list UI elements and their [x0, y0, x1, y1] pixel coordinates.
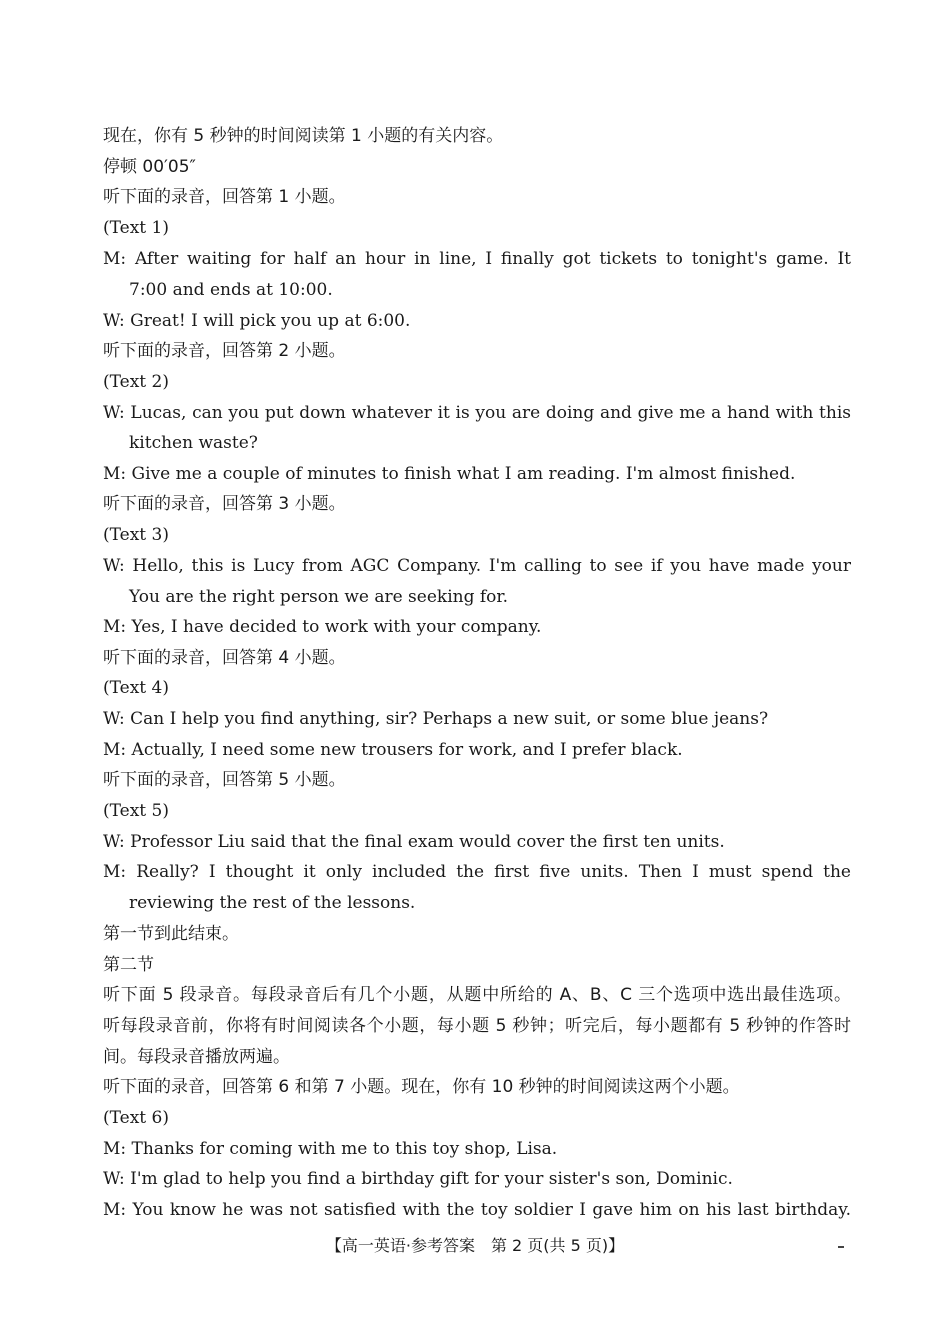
page-footer: 【高一英语·参考答案 第 2 页(共 5 页)】 [325, 1236, 625, 1255]
instruction-line: 听每段录音前，你将有时间阅读各个小题，每小题 5 秒钟；听完后，每小题都有 5 秒钟的作答时 [103, 1016, 851, 1036]
instruction-line: 听下面的录音，回答第 1 小题。 [103, 187, 346, 207]
instruction-line: 听下面的录音，回答第 2 小题。 [103, 341, 346, 361]
section-heading: 第二节 [103, 955, 154, 975]
dialogue-line: M: Give me a couple of minutes to finish what I am reading. I'm almost finished. [103, 464, 796, 484]
section-end-line: 第一节到此结束。 [103, 924, 239, 944]
dialogue-line: W: I'm glad to help you find a birthday gift for your sister's son, Dominic. [103, 1169, 733, 1189]
dialogue-line: W: Hello, this is Lucy from AGC Company. I'm calling to see if you have made your [103, 556, 851, 576]
dialogue-line: M: Thanks for coming with me to this toy shop, Lisa. [103, 1139, 558, 1159]
text-label: (Text 4) [103, 678, 169, 698]
dialogue-line: M: Actually, I need some new trousers for work, and I prefer black. [103, 740, 683, 760]
dialogue-line: M: After waiting for half an hour in line, I finally got tickets to tonight's game. It [103, 249, 851, 269]
dialogue-line: W: Professor Liu said that the final exam would cover the first ten units. [103, 832, 725, 852]
dialogue-continuation: reviewing the rest of the lessons. [129, 893, 416, 913]
instruction-line: 听下面的录音，回答第 3 小题。 [103, 494, 346, 514]
instruction-line: 听下面的录音，回答第 4 小题。 [103, 648, 346, 668]
text-label: (Text 2) [103, 372, 169, 392]
text-label: (Text 6) [103, 1108, 169, 1128]
dialogue-continuation: kitchen waste? [129, 433, 258, 453]
dialogue-line: W: Great! I will pick you up at 6:00. [103, 311, 411, 331]
instruction-line: 间。每段录音播放两遍。 [103, 1047, 290, 1067]
dialogue-continuation: You are the right person we are seeking for. [129, 587, 509, 607]
text-label: (Text 1) [103, 218, 169, 238]
instruction-line: 现在，你有 5 秒钟的时间阅读第 1 小题的有关内容。 [103, 126, 504, 146]
instruction-line: 听下面的录音，回答第 5 小题。 [103, 770, 346, 790]
dialogue-line: M: Yes, I have decided to work with your company. [103, 617, 542, 637]
dialogue-line: M: Really? I thought it only included the first five units. Then I must spend the [103, 862, 851, 882]
instruction-line: 听下面 5 段录音。每段录音后有几个小题，从题中所给的 A、B、C 三个选项中选出最佳选项。 [103, 985, 851, 1005]
scan-mark [838, 1246, 844, 1248]
instruction-line: 听下面的录音，回答第 6 和第 7 小题。现在，你有 10 秒钟的时间阅读这两个小题。 [103, 1077, 740, 1097]
dialogue-line: W: Can I help you find anything, sir? Perhaps a new suit, or some blue jeans? [103, 709, 769, 729]
dialogue-continuation: 7:00 and ends at 10:00. [129, 280, 333, 300]
dialogue-line: W: Lucas, can you put down whatever it is you are doing and give me a hand with this [103, 403, 851, 423]
text-label: (Text 3) [103, 525, 169, 545]
dialogue-line: M: You know he was not satisfied with the toy soldier I gave him on his last birthday. [103, 1200, 851, 1220]
text-label: (Text 5) [103, 801, 169, 821]
pause-line: 停顿 00′05″ [103, 157, 196, 177]
